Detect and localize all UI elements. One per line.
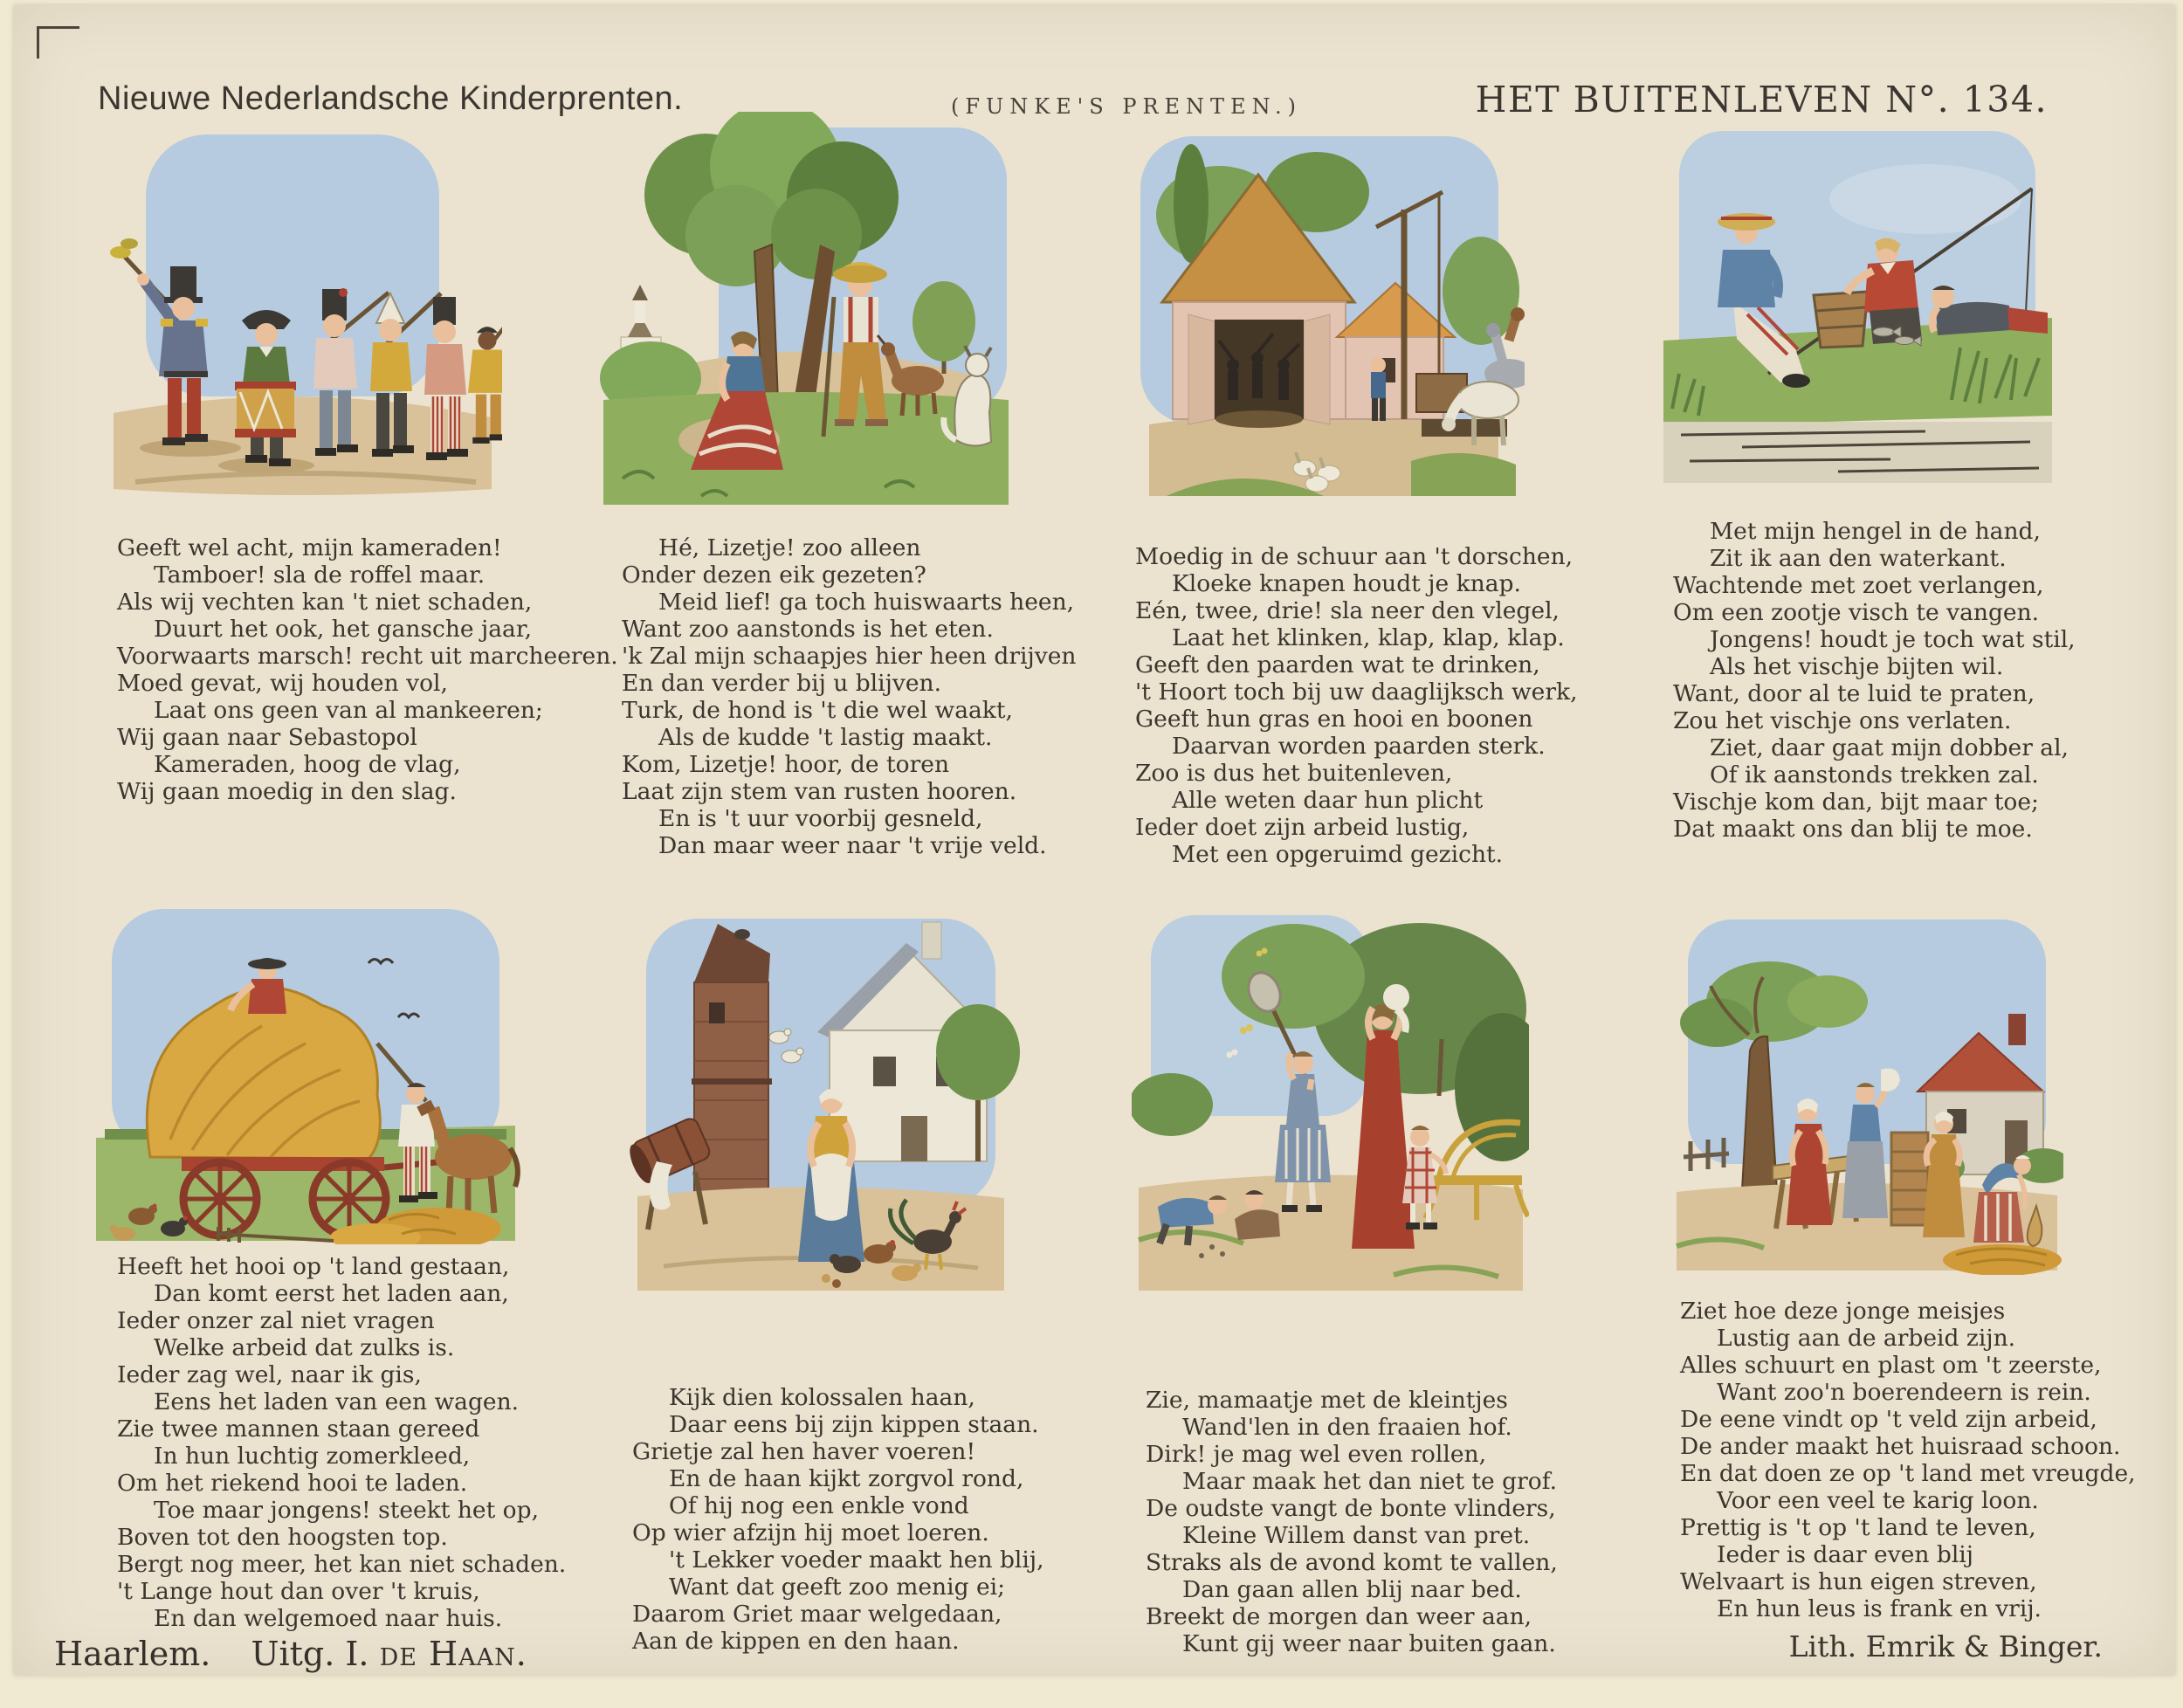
poem-line: Want dat geeft zoo menig ei; [669, 1574, 1006, 1601]
poem-line: Voor een veel te karig loon. [1717, 1487, 2039, 1514]
poem-line: Bergt nog meer, het kan niet schaden. [117, 1551, 567, 1578]
poem-line: Toe maar jongens! steekt het op, [154, 1497, 540, 1524]
poem-line: Dan gaan allen blij naar bed. [1182, 1576, 1522, 1603]
poem-line: Meid lief! ga toch huiswaarts heen, [658, 589, 1075, 616]
poem-5 [87, 1253, 567, 1632]
print-panel-3 [1105, 112, 1578, 868]
print-panel-8 [1650, 904, 2136, 1622]
publisher-name: de Haan. [379, 1635, 527, 1673]
poem-line: Want, door al te luid te praten, [1673, 680, 2035, 707]
poem-line: Met een opgeruimd gezicht. [1172, 841, 1504, 868]
poem-line: Onder dezen eik gezeten? [622, 561, 926, 589]
printers-corner-mark [37, 26, 79, 59]
poem-line: Met mijn hengel in de hand, [1710, 518, 2041, 545]
illustration-feeding-chickens-icon [611, 899, 1022, 1297]
poem-line: Daar eens bij zijn kippen staan. [669, 1411, 1039, 1438]
poem-1 [87, 534, 618, 805]
poem-line: De oudste vangt de bonte vlinders, [1146, 1495, 1556, 1522]
poem-line: En de haan kijkt zorgvol rond, [669, 1465, 1024, 1492]
illustration-scrubbing-work-icon [1666, 904, 2063, 1275]
poem-line: Zie, mamaatje met de kleintjes [1146, 1387, 1508, 1414]
poem-line: Dan komt eerst het laden aan, [154, 1280, 509, 1307]
poem-line: Lustig aan de arbeid zijn. [1717, 1325, 2016, 1352]
poem-line: En dat doen ze op 't land met vreugde, [1680, 1460, 2136, 1487]
poem-line: Ieder onzer zal niet vragen [117, 1307, 435, 1334]
publisher-city: Haarlem. [54, 1635, 211, 1673]
poem-6 [603, 1384, 1044, 1655]
lithographer-imprint: Lith. Emrik & Binger. [1788, 1629, 2103, 1663]
poem-line: Wij gaan naar Sebastopol [117, 724, 417, 751]
poem-line: Prettig is 't op 't land te leven, [1680, 1514, 2036, 1541]
poem-line: Kleine Willem danst van pret. [1182, 1522, 1531, 1549]
poem-line: Ieder doet zijn arbeid lustig, [1135, 814, 1470, 841]
poem-line: Want zoo'n boerendeern is rein. [1717, 1379, 2091, 1406]
poem-line: En hun leus is frank en vrij. [1717, 1595, 2042, 1622]
poem-line: Moed gevat, wij houden vol, [117, 670, 448, 697]
print-panel-1 [87, 112, 618, 805]
poem-line: 'k Zal mijn schaapjes hier heen drijven [622, 643, 1077, 670]
poem-line: Zou het vischje ons verlaten. [1673, 707, 2012, 734]
poem-line: Straks als de avond komt te vallen, [1146, 1549, 1558, 1576]
poem-line: Dirk! je mag wel even rollen, [1146, 1441, 1486, 1468]
poem-line: Kunt gij weer naar buiten gaan. [1182, 1630, 1556, 1657]
poem-line: Op wier afzijn hij moet loeren. [632, 1519, 989, 1546]
poem-line: Geeft hun gras en hooi en boonen [1135, 706, 1533, 733]
poem-line: Als het vischje bijten wil. [1710, 653, 2004, 680]
poem-line: Om het riekend hooi te laden. [117, 1470, 468, 1497]
poem-4 [1643, 518, 2076, 843]
poem-line: Alles schuurt en plast om 't zeerste, [1680, 1352, 2102, 1379]
poem-line: Turk, de hond is 't die wel waakt, [622, 697, 1013, 724]
poem-line: Daarom Griet maar welgedaan, [632, 1601, 1002, 1628]
illustration-boys-marching-icon [100, 112, 502, 505]
poem-line: Als wij vechten kan 't niet schaden, [117, 589, 533, 616]
poem-line: In hun luchtig zomerkleed, [154, 1443, 471, 1470]
poem-line: Voorwaarts marsch! recht uit marcheeren. [117, 643, 618, 670]
wooden-tub [1814, 292, 1868, 348]
poem-line: Boven tot den hoogsten top. [117, 1524, 448, 1551]
poem-line: Om een zootje visch te vangen. [1673, 599, 2040, 626]
poem-line: Hé, Lizetje! zoo alleen [658, 534, 921, 561]
poem-line: Tamboer! sla de roffel maar. [154, 561, 485, 589]
poem-line: Breekt de morgen dan weer aan, [1146, 1603, 1532, 1630]
poem-line: Moedig in de schuur aan 't dorschen, [1135, 543, 1574, 570]
poem-line: Eens het laden van een wagen. [154, 1388, 520, 1415]
poem-line: Eén, twee, drie! sla neer den vlegel, [1135, 597, 1560, 624]
poem-line: 't Lange hout dan over 't kruis, [117, 1578, 480, 1605]
poem-line: Jongens! houdt je toch wat stil, [1710, 626, 2076, 653]
print-panel-4 [1643, 121, 2076, 843]
poem-line: Wachtende met zoet verlangen, [1673, 572, 2044, 599]
plate-title: HET BUITENLEVEN N°. 134. [1475, 79, 2048, 121]
poem-2 [592, 534, 1077, 859]
poem-line: De eene vindt op 't veld zijn arbeid, [1680, 1406, 2097, 1433]
illustration-farmyard-threshing-icon [1114, 112, 1525, 506]
poem-line: Daarvan worden paarden sterk. [1172, 733, 1546, 760]
poem-line: En dan welgemoed naar huis. [154, 1605, 503, 1632]
poem-line: Welvaart is hun eigen streven, [1680, 1568, 2037, 1595]
poem-line: Wij gaan moedig in den slag. [117, 778, 457, 805]
print-panel-2 [592, 112, 1077, 859]
poem-line: Aan de kippen en den haan. [632, 1628, 960, 1655]
farmer-figure [1370, 357, 1386, 421]
poem-line: Of hij nog een enkle vond [669, 1492, 969, 1519]
fence [1684, 1138, 1729, 1171]
poem-line: De ander maakt het huisraad schoon. [1680, 1433, 2121, 1460]
poem-line: 't Lekker voeder maakt hen blij, [669, 1546, 1044, 1574]
poem-line: Want zoo aanstonds is het eten. [622, 616, 994, 643]
poem-line: Of ik aanstonds trekken zal. [1710, 761, 2039, 789]
poem-line: Laat zijn stem van rusten hooren. [622, 778, 1017, 805]
poem-line: 't Hoort toch bij uw daaglijksch werk, [1135, 678, 1578, 706]
poem-line: Zit ik aan den waterkant. [1710, 545, 2007, 572]
poem-line: En dan verder bij u blijven. [622, 670, 941, 697]
poem-line: Maar maak het dan niet te grof. [1182, 1468, 1558, 1495]
poem-line: Geeft wel acht, mijn kameraden! [117, 534, 502, 561]
poem-7 [1116, 1387, 1558, 1657]
publisher-imprint [54, 1635, 527, 1673]
wagon-wheel [183, 1162, 257, 1236]
poem-line: Vischje kom dan, bijt maar toe; [1673, 789, 2039, 816]
poem-line: Duurt het ook, het gansche jaar, [154, 616, 533, 643]
poem-line: Heeft het hooi op 't land gestaan, [117, 1253, 510, 1280]
print-panel-7 [1116, 899, 1558, 1657]
illustration-hay-wagon-icon [87, 895, 524, 1244]
print-panel-6 [603, 899, 1044, 1655]
series-title: Nieuwe Nederlandsche Kinderprenten. [98, 80, 684, 117]
washboard-stand [1891, 1133, 1928, 1225]
publisher-prefix: Uitg. I. [251, 1635, 369, 1673]
illustration-boys-fishing-icon [1663, 121, 2052, 483]
poem-line: Alle weten daar hun plicht [1172, 787, 1484, 814]
illustration-under-oak-icon [596, 112, 1016, 506]
poem-line: Wand'len in den fraaien hof. [1182, 1414, 1512, 1441]
poem-line: Grietje zal hen haver voeren! [632, 1438, 976, 1465]
poem-line: Ieder zag wel, naar ik gis, [117, 1361, 422, 1388]
poem-line: Geeft den paarden wat te drinken, [1135, 651, 1540, 678]
poem-line: Kloeke knapen houdt je knap. [1172, 570, 1521, 597]
poem-line: Dat maakt ons dan blij te moe. [1673, 816, 2033, 843]
poem-line: Welke arbeid dat zulks is. [154, 1334, 455, 1361]
poem-line: Ziet hoe deze jonge meisjes [1680, 1298, 2006, 1325]
poem-line: Zoo is dus het buitenleven, [1135, 760, 1453, 787]
poem-line: En is 't uur voorbij gesneld, [658, 805, 983, 832]
poem-line: Kijk dien kolossalen haan, [669, 1384, 975, 1411]
poem-line: Laat het klinken, klap, klap, klap. [1172, 624, 1565, 651]
poem-line: Zie twee mannen staan gereed [117, 1415, 480, 1443]
poem-line: Kom, Lizetje! hoor, de toren [622, 751, 950, 778]
poem-line: Laat ons geen van al mankeeren; [154, 697, 543, 724]
imprint-title: (FUNKE'S PRENTEN.) [950, 94, 1303, 119]
poem-line: Ieder is daar even blij [1717, 1541, 1973, 1568]
poem-line: Kameraden, hoog de vlag, [154, 751, 461, 778]
poem-line: Ziet, daar gaat mijn dobber al, [1710, 734, 2069, 761]
poem-3 [1105, 543, 1578, 868]
print-panel-5 [87, 895, 567, 1632]
illustration-garden-walk-icon [1132, 899, 1529, 1292]
poem-line: Dan maar weer naar 't vrije veld. [658, 832, 1047, 859]
poem-8 [1650, 1298, 2136, 1622]
poem-line: Als de kudde 't lastig maakt. [658, 724, 993, 751]
